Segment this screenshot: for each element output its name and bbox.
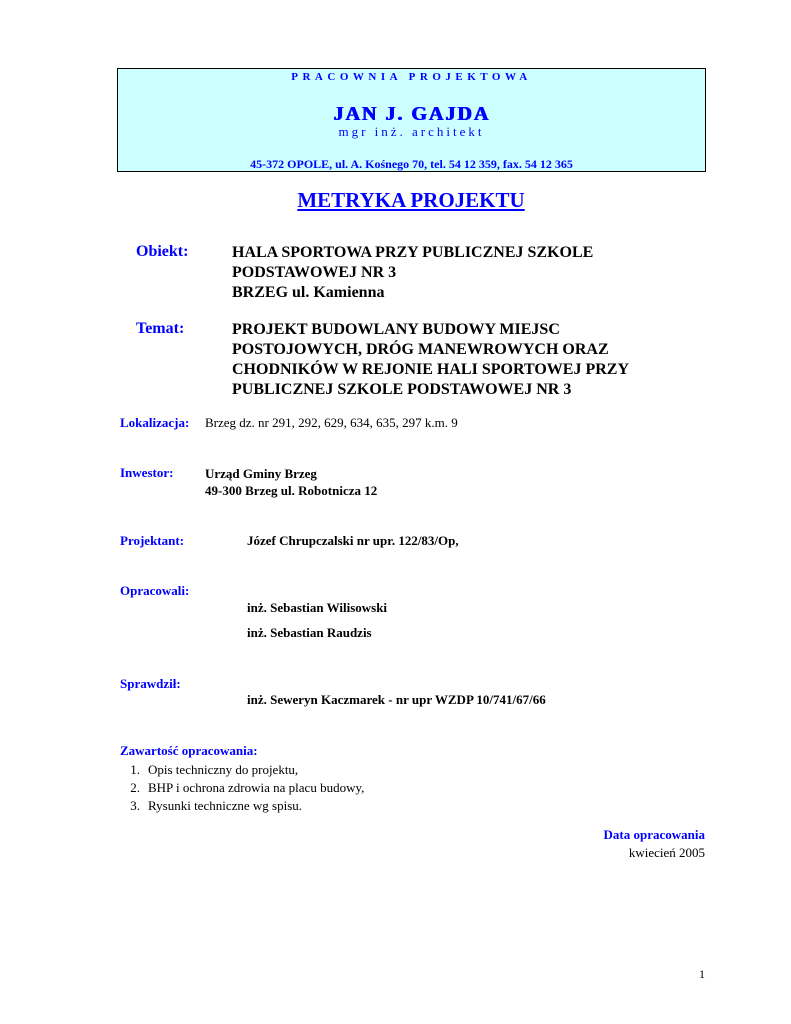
designer-label: Projektant: (120, 533, 185, 548)
investor-line: 49-300 Brzeg ul. Robotnicza 12 (205, 483, 378, 498)
object-line: PODSTAWOWEJ NR 3 (232, 264, 397, 281)
object-line: HALA SPORTOWA PRZY PUBLICZNEJ SZKOLE (232, 244, 594, 261)
subject-line: PROJEKT BUDOWLANY BUDOWY MIEJSC (232, 321, 560, 338)
object-value (232, 243, 593, 303)
subject-value (232, 320, 629, 400)
list-item-number: 1. (130, 762, 140, 777)
list-item-number: 2. (130, 780, 140, 795)
object-label: Obiekt: (136, 243, 189, 260)
document-title: METRYKA PROJEKTU (297, 188, 525, 212)
subject-line: PUBLICZNEJ SZKOLE PODSTAWOWEJ NR 3 (232, 381, 572, 398)
object-line: BRZEG ul. Kamienna (232, 284, 385, 301)
prepared-name: inż. Sebastian Wilisowski (247, 600, 388, 615)
checked-label: Sprawdził: (120, 676, 181, 691)
subject-line: CHODNIKÓW W REJONIE HALI SPORTOWEJ PRZY (232, 361, 629, 378)
list-item-text: Rysunki techniczne wg spisu. (148, 798, 303, 813)
list-item (120, 779, 364, 797)
header-architect-name: JAN J. GAJDA (333, 103, 490, 125)
page-number: 1 (699, 967, 705, 981)
location-label: Lokalizacja: (120, 415, 190, 430)
contents-list (120, 761, 364, 815)
subject-line: POSTOJOWYCH, DRÓG MANEWROWYCH ORAZ (232, 341, 609, 358)
prepared-name: inż. Sebastian Raudzis (247, 625, 372, 640)
investor-value (205, 465, 377, 499)
header-architect-title: mgr inż. architekt (338, 124, 485, 139)
list-item-text: BHP i ochrona zdrowia na placu budowy, (148, 780, 365, 795)
investor-line: Urząd Gminy Brzeg (205, 466, 317, 481)
prepared-label: Opracowali: (120, 583, 190, 598)
investor-label: Inwestor: (120, 465, 174, 480)
list-item-text: Opis techniczny do projektu, (148, 762, 299, 777)
header-address: 45-372 OPOLE, ul. A. Kośnego 70, tel. 54 12 359, fax. 54 12 365 (250, 157, 573, 171)
designer-value: Józef Chrupczalski nr upr. 122/83/Op, (247, 533, 459, 548)
date-label: Data opracowania (603, 827, 705, 842)
header-studio-name: PRACOWNIA PROJEKTOWA (291, 71, 532, 83)
list-item (120, 797, 364, 815)
checked-value: inż. Seweryn Kaczmarek - nr upr WZDP 10/741/67/66 (247, 692, 546, 707)
header-box (117, 68, 706, 172)
date-value: kwiecień 2005 (628, 845, 705, 860)
list-item (120, 761, 364, 779)
list-item-number: 3. (130, 798, 140, 813)
location-value: Brzeg dz. nr 291, 292, 629, 634, 635, 297 k.m. 9 (205, 415, 458, 430)
contents-label: Zawartość opracowania: (120, 743, 258, 758)
subject-label: Temat: (136, 320, 185, 337)
